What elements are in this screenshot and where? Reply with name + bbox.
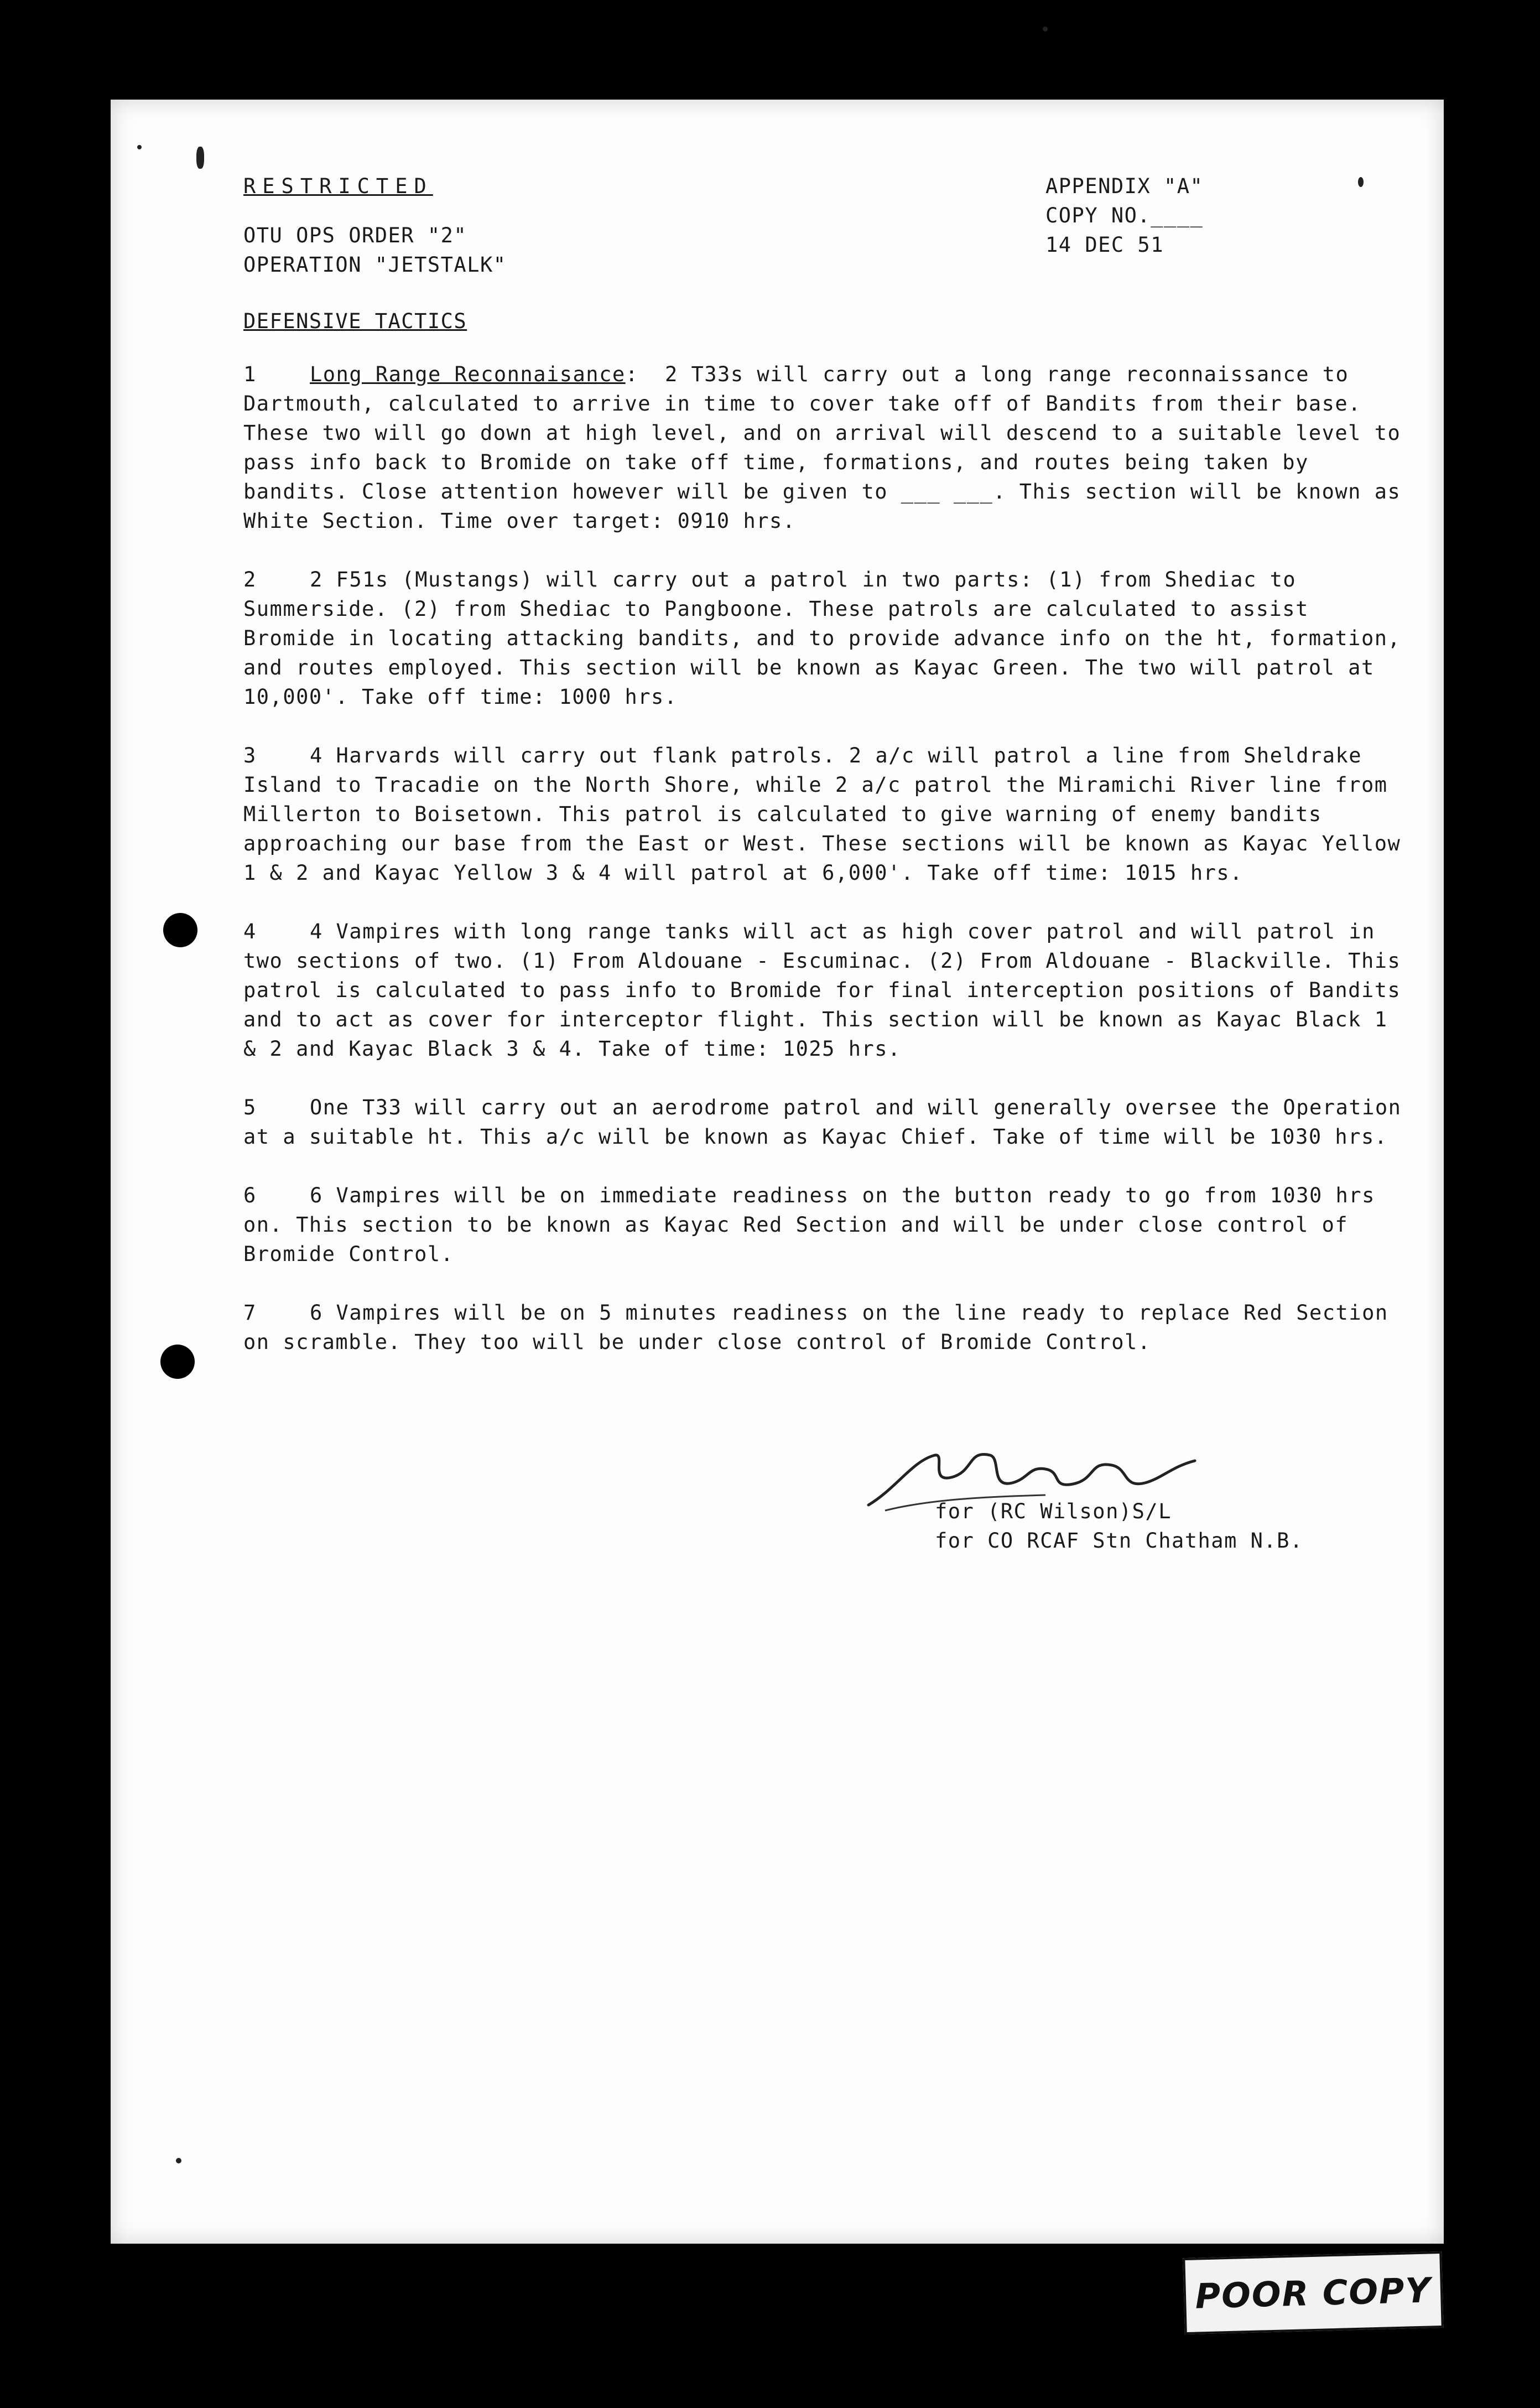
speck [176, 2158, 181, 2163]
paragraph-number: 6 [243, 1184, 257, 1207]
paragraph-text: 4 Vampires with long range tanks will act as high cover patrol and will patrol in two sections of two. (1) From Aldouane - Escuminac. (2) From Aldouane - Blackville. This patrol is calculated to pass info to Bromide for final interception positions of Bandits and to act as cover for interceptor flight. This section will be known as Kayac Black 1 & 2 and Kayac Black 3 & 4. Take of time: 1025 hrs. [243, 920, 1401, 1061]
operation-line: OPERATION "JETSTALK" [243, 253, 507, 277]
paragraph-text: 4 Harvards will carry out flank patrols. 2 a/c will patrol a line from Sheldrake Island to Tracadie on the North Shore, while 2 a/c patrol the Miramichi River line from Millerton to Boisetown. This patrol is calculated to give warning of enemy bandits approaching our base from the East or West. These sections will be known as Kayac Yellow 1 & 2 and Kayac Yellow 3 & 4 will patrol at 6,000'. Take off time: 1015 hrs. [243, 744, 1401, 885]
poor-copy-stamp: POOR COPY [1183, 2251, 1443, 2334]
paragraph-5 [243, 1093, 1405, 1151]
paragraph-text: 6 Vampires will be on immediate readiness on the button ready to go from 1030 hrs on. This section to be known as Kayac Red Section and will be under close control of Bromide Control. [243, 1184, 1375, 1266]
paragraph-6 [243, 1181, 1405, 1269]
copy-number-line: COPY NO.____ [1045, 204, 1204, 227]
paragraph-2 [243, 565, 1405, 712]
signatory-title: for CO RCAF Stn Chatham N.B. [935, 1529, 1303, 1553]
paragraph-7 [243, 1298, 1405, 1357]
section-title: DEFENSIVE TACTICS [243, 309, 467, 333]
paragraph-3 [243, 741, 1405, 888]
punch-hole-lower [160, 1345, 195, 1379]
paragraph-text: 2 T33s will carry out a long range reconnaissance to Dartmouth, calculated to arrive in time to cover take off of Bandits from their base. These two will go down at high level, and on arrival will descend to a suitable level to pass info back to Bromide on take off time, formations, and routes being taken by bandits. Close attention however will be given to ___ ___. This section will be known as White Section. Time over target: 0910 hrs. [243, 362, 1401, 533]
paragraph-text: One T33 will carry out an aerodrome patrol and will generally oversee the Operation at a suitable ht. This a/c will be known as Kayac Chief. Take of time will be 1030 hrs. [243, 1096, 1402, 1149]
paragraph-number: 2 [243, 568, 257, 591]
speck [1043, 27, 1048, 32]
header-right [1045, 172, 1203, 260]
paragraph-1: 1 Long Range Reconnaisance: 2 T33s will carry out a long range reconnaissance to Dartmouth, calculated to arrive in time to cover take off of Bandits from their base. These two will go down at high level, and on arrival will descend to a suitable level to pass info back to Bromide on take off time, formations, and routes being taken by bandits. Close attention however will be given to ___ ___. This section will be known as White Section. Time over target: 0910 hrs. [243, 360, 1405, 536]
order-line: OTU OPS ORDER "2" [243, 224, 467, 247]
paragraph-number: 7 [243, 1301, 257, 1325]
paragraph-number: 4 [243, 920, 257, 943]
appendix-line: APPENDIX "A" [1045, 174, 1204, 198]
classification-marking: RESTRICTED [243, 174, 433, 198]
speck [196, 147, 204, 169]
paragraph-heading: Long Range Reconnaisance [310, 362, 626, 386]
speck [1358, 177, 1364, 187]
punch-hole-upper [163, 913, 197, 947]
signature-block [935, 1497, 1433, 1555]
signatory-name: for (RC Wilson)S/L [935, 1499, 1172, 1523]
header-left [243, 172, 507, 279]
speck [137, 145, 142, 149]
paragraph-text: 6 Vampires will be on 5 minutes readiness on the line ready to replace Red Section on scramble. They too will be under close control of Bromide Control. [243, 1301, 1388, 1354]
paragraph-number: 3 [243, 744, 257, 767]
paragraph-list [243, 360, 1405, 1386]
paragraph-4 [243, 917, 1405, 1063]
paragraph-number: 5 [243, 1096, 257, 1119]
date-line: 14 DEC 51 [1045, 233, 1164, 257]
paragraph-number: 1 [243, 362, 257, 386]
paragraph-text: 2 F51s (Mustangs) will carry out a patrol in two parts: (1) from Shediac to Summerside. (2) from Shediac to Pangboone. These patrols are calculated to assist Bromide in locating attacking bandits, and to provide advance info on the ht, formation, and routes employed. This section will be known as Kayac Green. The two will patrol at 10,000'. Take off time: 1000 hrs. [243, 568, 1401, 709]
